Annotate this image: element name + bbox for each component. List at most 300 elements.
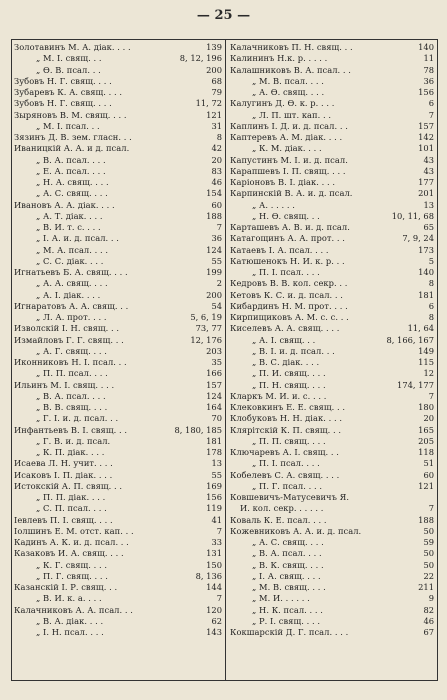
entry-name: „ М. І. свящ. . . [36, 53, 102, 64]
entry-name: „ К. Г. свящ. . . . [36, 559, 108, 570]
entry-page-refs: 119 [206, 503, 222, 514]
index-entry [14, 98, 222, 109]
entry-name: Кадинъ А. К. и. д. псал. . . [14, 537, 129, 547]
index-entry [230, 537, 434, 548]
entry-name: Карташевъ А. В. и. д. псал. [230, 222, 350, 232]
entry-name: Кибардинъ Н. М. прот. . . . [230, 300, 348, 311]
entry-page-refs: 156 [418, 87, 434, 97]
entry-name: „ В. А. діак. . . . [36, 615, 104, 626]
entry-name: Катагощинъ А. А. прот. . . [230, 233, 345, 244]
entry-name: Калачниковъ П. Н. свящ. . . [230, 42, 353, 52]
entry-name: „ С. П. псал. . . . [36, 503, 107, 514]
index-entry [14, 515, 222, 526]
entry-page-refs: 33 [211, 537, 222, 547]
entry-name: „ П. І. псал. . . . [252, 267, 320, 277]
entry-page-refs: 150 [206, 559, 222, 570]
index-entry [14, 458, 222, 469]
index-entry [14, 391, 222, 402]
entry-page-refs: 83 [211, 165, 222, 176]
entry-name: Карпинскій В. А. и. д. псал. [230, 188, 353, 199]
entry-page-refs: 140 [418, 267, 434, 277]
index-entry [14, 560, 222, 571]
entry-page-refs: 120 [206, 604, 222, 615]
entry-name: „ М. І. псал. . . [36, 120, 100, 131]
entry-name: Зязинъ Д. В. зем. гласн. . . [14, 132, 132, 142]
index-entry [230, 481, 434, 492]
entry-page-refs: 50 [423, 548, 434, 559]
index-entry [230, 593, 434, 604]
index-entry [230, 605, 434, 616]
entry-name: „ А. Ѳ. свящ. . . . [252, 87, 325, 97]
entry-page-refs: 36 [423, 75, 434, 86]
entry-name: „ П. П. псал. . . . [36, 368, 108, 379]
index-entry [14, 470, 222, 481]
entry-page-refs: 156 [206, 492, 222, 502]
index-entry [14, 616, 222, 627]
entry-name: Киселевъ А. А. свящ. . . . [230, 323, 340, 334]
entry-page-refs: 11, 64 [407, 323, 434, 334]
entry-page-refs: 121 [206, 109, 222, 120]
entry-page-refs: 41 [211, 514, 222, 525]
index-entry [230, 346, 434, 357]
entry-name: „ А. А. свящ. . . . [36, 278, 108, 289]
entry-page-refs: 78 [423, 64, 434, 75]
index-entry [230, 391, 434, 402]
entry-name: Калининъ Н.к. р. . . . . [230, 53, 328, 64]
entry-name: Карiоновъ В. І. діак. . . . [230, 177, 336, 187]
entry-name: Ключаревъ А. І. свящ. . . [230, 447, 339, 457]
entry-page-refs: 131 [206, 548, 222, 559]
index-entry [230, 413, 434, 424]
index-entry [230, 110, 434, 121]
index-entry [230, 447, 434, 458]
entry-name: „ Н. Ѳ. свящ. . . [252, 210, 320, 221]
entry-name: Кларкъ М. И. и. с. . . . [230, 390, 327, 401]
index-entry [230, 582, 434, 593]
entry-name: Катаевъ І. А. псал. . . . [230, 244, 329, 255]
entry-name: „ К. П. діак. . . . [36, 447, 105, 457]
entry-name: Кетовъ К. С. и. д. псал. . . [230, 289, 343, 300]
entry-name: Изволскій І. Н. свящ. . . [14, 323, 120, 334]
index-entry [230, 503, 434, 514]
entry-name: „ П. І. псал. . . . [252, 458, 320, 469]
entry-name: Калашниковъ В. А. псал. . . [230, 64, 351, 75]
index-entry [230, 267, 434, 278]
index-entry [14, 548, 222, 559]
entry-page-refs: 8, 12, 196 [179, 53, 222, 64]
entry-page-refs: 154 [206, 188, 222, 199]
entry-page-refs: 54 [211, 300, 222, 311]
entry-name: „ Н. К. псал. . . . [252, 604, 323, 615]
entry-page-refs: 8 [428, 312, 434, 322]
entry-name: Іевлевъ П. І. свящ. . . . [14, 514, 113, 525]
entry-page-refs: 68 [211, 75, 222, 86]
entry-page-refs: 7 [428, 109, 434, 120]
index-entry [14, 346, 222, 357]
entry-page-refs: 201 [418, 188, 434, 199]
entry-page-refs: 62 [211, 615, 222, 626]
entry-page-refs: 51 [423, 458, 434, 469]
entry-name: Клярітскій К. П. свящ. . . [230, 424, 342, 435]
entry-name: Казаковъ И. А. свящ. . . . [14, 548, 124, 559]
entry-name: Ковшевичъ-Матусевичъ Я. [230, 492, 350, 502]
index-entry [14, 188, 222, 199]
index-entry [14, 166, 222, 177]
entry-name: Зубовъ Н. Г. свящ. . . . [14, 98, 112, 109]
entry-page-refs: 43 [423, 154, 434, 165]
index-entry [14, 222, 222, 233]
entry-page-refs: 143 [206, 627, 222, 637]
entry-page-refs: 60 [423, 469, 434, 480]
entry-page-refs: 55 [211, 469, 222, 480]
entry-name: „ Е. А. псал. . . . [36, 165, 106, 176]
entry-name: Исаковъ І. П. діак. . . . [14, 469, 113, 480]
entry-name: Измайловъ Г. Г. свящ. . . [14, 334, 124, 345]
column-divider [225, 40, 226, 680]
entry-page-refs: 12, 176 [190, 334, 222, 345]
index-entry [230, 526, 434, 537]
entry-name: „ М. В. псал. . . . [252, 75, 324, 86]
entry-page-refs: 180 [418, 402, 434, 412]
entry-name: Капустинъ М. І. и. д. псал. [230, 154, 348, 165]
index-entry [14, 368, 222, 379]
entry-page-refs: 118 [418, 447, 434, 457]
index-entry [230, 436, 434, 447]
entry-page-refs: 101 [418, 143, 434, 154]
entry-name: Иконниковъ Н. І. псал. . . [14, 357, 127, 367]
entry-page-refs: 181 [418, 289, 434, 300]
entry-page-refs: 7, 9, 24 [402, 233, 434, 244]
index-entry [14, 87, 222, 98]
index-entry [230, 571, 434, 582]
index-entry [14, 121, 222, 132]
entry-name: „ В. А. псал. . . . [36, 390, 106, 401]
entry-name: Золотавинъ М. А. діак. . . . [14, 42, 131, 52]
index-entry [14, 177, 222, 188]
index-entry [230, 278, 434, 289]
entry-page-refs: 178 [206, 447, 222, 457]
index-entry [14, 143, 222, 154]
index-entry [230, 155, 434, 166]
index-entry [230, 87, 434, 98]
entry-page-refs: 5, 6, 19 [190, 312, 222, 322]
left-column [14, 42, 222, 638]
entry-name: „ І. А. свящ. . . . [252, 570, 321, 581]
entry-page-refs: 43 [423, 165, 434, 176]
entry-page-refs: 200 [206, 289, 222, 300]
entry-name: „ В. С. діак. . . . [252, 357, 320, 367]
index-entry [14, 301, 222, 312]
index-entry [14, 233, 222, 244]
entry-name: Каптеревъ А. М. діак. . . . [230, 132, 343, 142]
index-entry [230, 548, 434, 559]
entry-name: Калугинъ Д. Ѳ. к. р. . . . [230, 98, 335, 109]
entry-name: „ А. Т. діак. . . . [36, 210, 103, 221]
entry-name: „ Г. В. и. д. псал. [36, 435, 111, 446]
index-entry [14, 65, 222, 76]
index-entry [230, 200, 434, 211]
index-entry [230, 335, 434, 346]
entry-page-refs: 157 [206, 379, 222, 390]
index-entry [14, 200, 222, 211]
entry-page-refs: 55 [211, 255, 222, 266]
index-entry [230, 627, 434, 638]
entry-page-refs: 11 [423, 53, 434, 64]
index-entry [14, 267, 222, 278]
entry-page-refs: 6 [428, 98, 434, 109]
entry-page-refs: 174, 177 [397, 379, 434, 390]
index-entry [14, 335, 222, 346]
entry-page-refs: 10, 11, 68 [391, 210, 434, 221]
page-number: — 25 — [196, 8, 251, 23]
entry-name: Кожевниковъ А. А. и. д. псал. [230, 525, 362, 536]
index-entry [230, 357, 434, 368]
entry-page-refs: 13 [423, 199, 434, 210]
entry-page-refs: 46 [211, 177, 222, 187]
entry-name: „ В. А. псал. . . . [252, 548, 322, 559]
entry-name: „ П. Г. свящ. . . . [36, 570, 108, 581]
entry-name: Ильинъ М. І. свящ. . . . [14, 379, 115, 390]
entry-page-refs: 8, 180, 185 [174, 424, 222, 435]
entry-name: „ П. Н. свящ. . . . [252, 379, 326, 390]
entry-page-refs: 211 [418, 582, 434, 592]
index-entry [230, 245, 434, 256]
entry-page-refs: 140 [418, 42, 434, 52]
entry-page-refs: 166 [206, 368, 222, 379]
entry-name: „ М. И. . . . . . [252, 593, 310, 604]
entry-page-refs: 6 [428, 300, 434, 311]
index-entry [14, 436, 222, 447]
entry-page-refs: 203 [206, 345, 222, 356]
index-entry [230, 402, 434, 413]
entry-name: „ І. Н. псал. . . . [36, 627, 104, 637]
index-entry [230, 256, 434, 267]
index-entry [14, 278, 222, 289]
index-entry [230, 222, 434, 233]
entry-name: „ Л. А. прот. . . . [36, 312, 107, 322]
entry-name: „ П. И. свящ. . . . [252, 368, 326, 379]
entry-name: Коваль К. Е. псал. . . . [230, 514, 327, 525]
index-entry [230, 492, 434, 503]
entry-name: Кирпищиковъ А. М. с. с. . . [230, 312, 349, 322]
entry-name: „ А. С. свящ. . . . [252, 537, 324, 547]
index-entry [230, 470, 434, 481]
index-entry [14, 211, 222, 222]
entry-name: Иваницкій А. А. и д. псал. [14, 143, 130, 154]
entry-name: Игнаратовъ А. А. свящ. . . [14, 300, 129, 311]
entry-name: „ В. В. свящ. . . . [36, 402, 108, 412]
entry-name: „ Г. І. и. д. псал. . . [36, 413, 119, 424]
entry-page-refs: 9 [428, 593, 434, 604]
index-entry [230, 290, 434, 301]
entry-name: „ С. С. діак. . . . [36, 255, 104, 266]
entry-page-refs: 8 [216, 132, 222, 142]
index-entry [14, 256, 222, 267]
entry-page-refs: 36 [211, 233, 222, 244]
entry-name: „ А. І. свящ. . . [252, 334, 316, 345]
entry-page-refs: 7 [216, 525, 222, 536]
entry-name: Кедровъ В. В. кол. секр. . . [230, 278, 348, 289]
entry-name: „ В. І. и. д. псал. . . [252, 345, 335, 356]
index-entry [230, 425, 434, 436]
index-entry [230, 515, 434, 526]
index-entry [14, 503, 222, 514]
index-entry [14, 323, 222, 334]
entry-page-refs: 7 [428, 390, 434, 401]
index-entry [14, 42, 222, 53]
entry-page-refs: 50 [423, 559, 434, 570]
index-entry [230, 53, 434, 64]
entry-name: Инфантьевъ В. І. свящ. . . [14, 424, 128, 435]
entry-name: „ Л. П. шт. кап. . . [252, 109, 332, 120]
index-table [11, 39, 438, 681]
index-entry [230, 166, 434, 177]
entry-page-refs: 7 [216, 593, 222, 604]
entry-name: Зыряновъ В. М. свящ. . . . [14, 109, 127, 120]
entry-page-refs: 2 [216, 278, 222, 289]
entry-page-refs: 149 [418, 345, 434, 356]
entry-page-refs: 115 [418, 357, 434, 367]
entry-page-refs: 79 [211, 87, 222, 97]
index-entry [14, 627, 222, 638]
index-entry [14, 312, 222, 323]
entry-name: „ К. М. діак. . . . [252, 143, 322, 154]
index-entry [14, 53, 222, 64]
index-entry [14, 357, 222, 368]
entry-name: „ М. А. псал. . . . [36, 244, 109, 255]
entry-name: „ Ѳ. В. псал. . . [36, 64, 101, 75]
index-entry [14, 481, 222, 492]
index-entry [14, 537, 222, 548]
index-entry [14, 76, 222, 87]
entry-page-refs: 35 [211, 357, 222, 367]
index-entry [230, 121, 434, 132]
entry-page-refs: 60 [211, 199, 222, 210]
index-entry [230, 42, 434, 53]
entry-name: Казанскій І. Р. свящ. . . [14, 582, 118, 592]
index-entry [230, 312, 434, 323]
entry-page-refs: 200 [206, 64, 222, 75]
entry-page-refs: 42 [211, 143, 222, 154]
entry-page-refs: 22 [423, 570, 434, 581]
entry-page-refs: 82 [423, 604, 434, 615]
index-entry [14, 492, 222, 503]
entry-name: „ І. А. и. д. псал. . . [36, 233, 119, 244]
entry-page-refs: 7 [216, 222, 222, 232]
index-entry [230, 211, 434, 222]
entry-page-refs: 169 [206, 480, 222, 491]
index-entry [230, 65, 434, 76]
entry-name: „ А. С. свящ. . . . [36, 188, 108, 199]
entry-page-refs: 177 [418, 177, 434, 187]
index-entry [230, 301, 434, 312]
entry-page-refs: 8 [428, 278, 434, 289]
right-column [230, 42, 434, 638]
entry-page-refs: 157 [418, 120, 434, 131]
index-entry [14, 155, 222, 166]
entry-page-refs: 59 [423, 537, 434, 547]
index-entry [14, 290, 222, 301]
entry-page-refs: 205 [418, 435, 434, 446]
entry-page-refs: 173 [418, 244, 434, 255]
entry-name: „ П. Г. псал. . . . [252, 480, 323, 491]
index-entry [14, 526, 222, 537]
index-entry [14, 571, 222, 582]
entry-name: Исаева Л. Н. учит. . . . [14, 458, 113, 469]
entry-page-refs: 13 [211, 458, 222, 469]
entry-name: „ П. П. свящ. . . . [252, 435, 326, 446]
entry-page-refs: 73, 77 [195, 323, 222, 334]
entry-page-refs: 50 [423, 525, 434, 536]
index-entry [14, 413, 222, 424]
entry-page-refs: 165 [418, 424, 434, 435]
index-entry [230, 560, 434, 571]
entry-name: Карапшевъ І. П. свящ. . . . [230, 165, 346, 176]
index-entry [230, 323, 434, 334]
entry-page-refs: 31 [211, 120, 222, 131]
entry-name: Зубаревъ К. А. свящ. . . . [14, 87, 123, 97]
entry-page-refs: 188 [206, 210, 222, 221]
entry-page-refs: 164 [206, 402, 222, 412]
entry-page-refs: 7 [428, 503, 434, 514]
index-entry [230, 188, 434, 199]
index-entry [230, 616, 434, 627]
index-entry [14, 582, 222, 593]
entry-name: „ В. И. к. а. . . . [36, 593, 102, 604]
entry-name: Зубовъ Н. Г. свящ. . . . [14, 75, 112, 86]
index-entry [14, 425, 222, 436]
entry-name: Катюшенокъ Н. И. к. р. . . [230, 255, 345, 266]
entry-name: „ М. В. свящ. . . . [252, 582, 326, 592]
entry-name: И. кол. секр. . . . . . [240, 503, 324, 514]
entry-name: Кобелевъ С. А. свящ. . . . [230, 469, 340, 480]
entry-page-refs: 20 [211, 154, 222, 165]
entry-name: Клобуковъ Н. Н. діак. . . . [230, 413, 343, 424]
index-entry [230, 143, 434, 154]
entry-name: Клековкинъ Е. Е. свящ. . . [230, 402, 346, 412]
index-entry [230, 368, 434, 379]
entry-page-refs: 8, 136 [195, 570, 222, 581]
entry-page-refs: 11, 72 [195, 98, 222, 109]
entry-page-refs: 181 [206, 435, 222, 446]
index-entry [14, 593, 222, 604]
entry-page-refs: 121 [418, 480, 434, 491]
entry-page-refs: 46 [423, 615, 434, 626]
entry-name: „ В. К. свящ. . . . [252, 559, 324, 570]
index-entry [14, 447, 222, 458]
index-entry [14, 132, 222, 143]
entry-page-refs: 124 [206, 390, 222, 401]
entry-page-refs: 139 [206, 42, 222, 52]
index-entry [14, 402, 222, 413]
entry-name: Ивановъ А. А. діак. . . . [14, 199, 115, 210]
entry-name: „ А. Г. свящ. . . . [36, 345, 107, 356]
entry-name: „ А. . . . . . [252, 199, 295, 210]
entry-page-refs: 124 [206, 244, 222, 255]
entry-name: Калачниковъ А. А. псал. . . [14, 604, 133, 615]
index-entry [230, 458, 434, 469]
entry-page-refs: 67 [423, 627, 434, 637]
entry-page-refs: 20 [423, 413, 434, 424]
entry-name: Каплинъ І. Д. и. д. псал. . . [230, 120, 348, 131]
entry-name: Истокскій А. П. свящ. . . [14, 480, 123, 491]
entry-page-refs: 70 [211, 413, 222, 424]
entry-name: Кокшарскій Д. Г. псал. . . . [230, 627, 349, 637]
entry-name: Іолшинъ Е. М. отст. кап. . . [14, 525, 134, 536]
entry-name: „ В. А. псал. . . . [36, 154, 106, 165]
index-entry [230, 132, 434, 143]
entry-page-refs: 142 [418, 132, 434, 142]
